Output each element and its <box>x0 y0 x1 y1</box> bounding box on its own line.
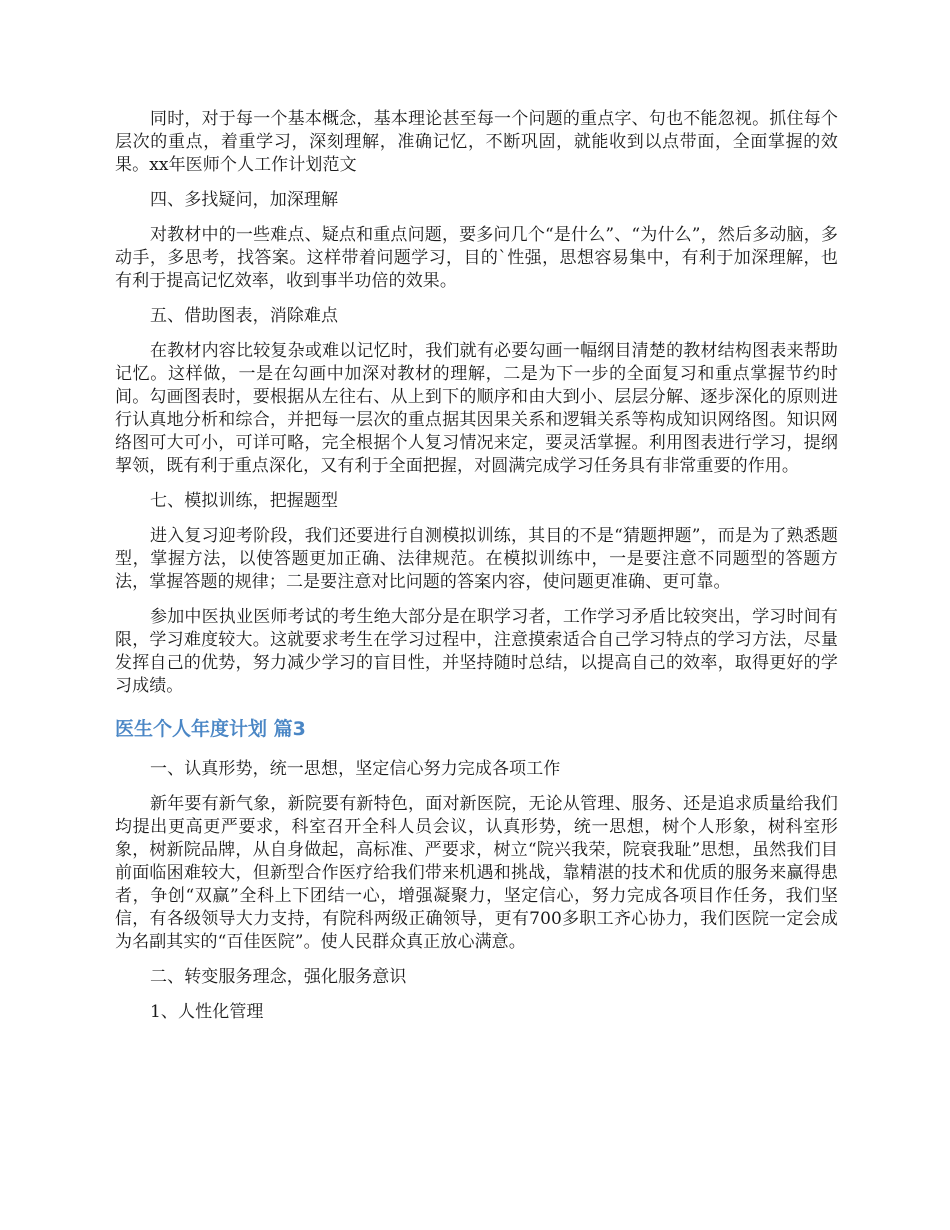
paragraph-charts: 在教材内容比较复杂或难以记忆时，我们就有必要勾画一幅纲目清楚的教材结构图表来帮助记忆。这样做，一是在勾画中加深对教材的理解，二是为下一步的全面复习和重点掌握节约时间。勾画图表时，要根据从左往右、从上到下的顺序和由大到小、层层分解、逐步深化的原则进行认真地分析和综合，并把每一层次的重点据其因果关系和逻辑关系等构成知识网络图。知识网络图可大可小，可详可略，完全根据个人复习情况来定，要灵活掌握。利用图表进行学习，提纲挈领，既有利于重点深化，又有利于全面把握，对圆满完成学习任务具有非常重要的作用。 <box>115 341 838 476</box>
document-page <box>115 108 838 1036</box>
heading-humanized-management: 1、人性化管理 <box>150 1002 264 1022</box>
paragraph-ask-questions: 对教材中的一些难点、疑点和重点问题，要多问几个“是什么”、“为什么”，然后多动脑，多动手，多思考，找答案。这样带着问题学习，目的`性强，思想容易集中，有利于加深理解，也有利于提高记忆效率，收到事半功倍的效果。 <box>115 225 838 291</box>
paragraph-study-focus: 同时，对于每一个基本概念，基本理论甚至每一个问题的重点字、句也不能忽视。抓住每个层次的重点，着重学习，深刻理解，准确记忆，不断巩固，就能收到以点带面，全面掌握的效果。xx年医师个人工作计划范文 <box>115 109 838 175</box>
paragraph-new-year: 新年要有新气象，新院要有新特色，面对新医院，无论从管理、服务、还是追求质量给我们均提出更高更严要求，科室召开全科人员会议，认真形势，统一思想，树个人形象，树科室形象，树新院品牌，从自身做起，高标准、严要求，树立“院兴我荣，院衰我耻”思想，虽然我们目前面临困难较大，但新型合作医疗给我们带来机遇和挑战，靠精湛的技术和优质的服务来赢得患者，争创“双赢”全科上下团结一心，增强凝聚力，坚定信心，努力完成各项目作任务，我们坚信，有各级领导大力支持，有院科两级正确领导，更有700多职工齐心协力，我们医院一定会成为名副其实的“百佳医院”。使人民群众真正放心满意。 <box>115 794 838 952</box>
section-title: 医生个人年度计划 篇3 <box>115 718 306 740</box>
heading-situation: 一、认真形势，统一思想，坚定信心努力完成各项工作 <box>150 759 561 779</box>
heading-seven-practice: 七、模拟训练，把握题型 <box>150 491 339 511</box>
heading-five-charts: 五、借助图表，消除难点 <box>150 306 339 326</box>
heading-service-concept: 二、转变服务理念，强化服务意识 <box>150 967 407 987</box>
paragraph-exam-candidates: 参加中医执业医师考试的考生绝大部分是在职学习者，工作学习矛盾比较突出，学习时间有限，学习难度较大。这就要求考生在学习过程中，注意摸索适合自己学习特点的学习方法，尽量发挥自己的优势，努力减少学习的盲目性，并坚持随时总结，以提高自己的效率，取得更好的学习成绩。 <box>115 607 838 696</box>
paragraph-practice: 进入复习迎考阶段，我们还要进行自测模拟训练，其目的不是“猜题押题”，而是为了熟悉题型，掌握方法，以使答题更加正确、法律规范。在模拟训练中，一是要注意不同题型的答题方法，掌握答题的规律；二是要注意对比问题的答案内容，使问题更准确、更可靠。 <box>115 526 838 592</box>
heading-four-questions: 四、多找疑问，加深理解 <box>150 190 339 210</box>
